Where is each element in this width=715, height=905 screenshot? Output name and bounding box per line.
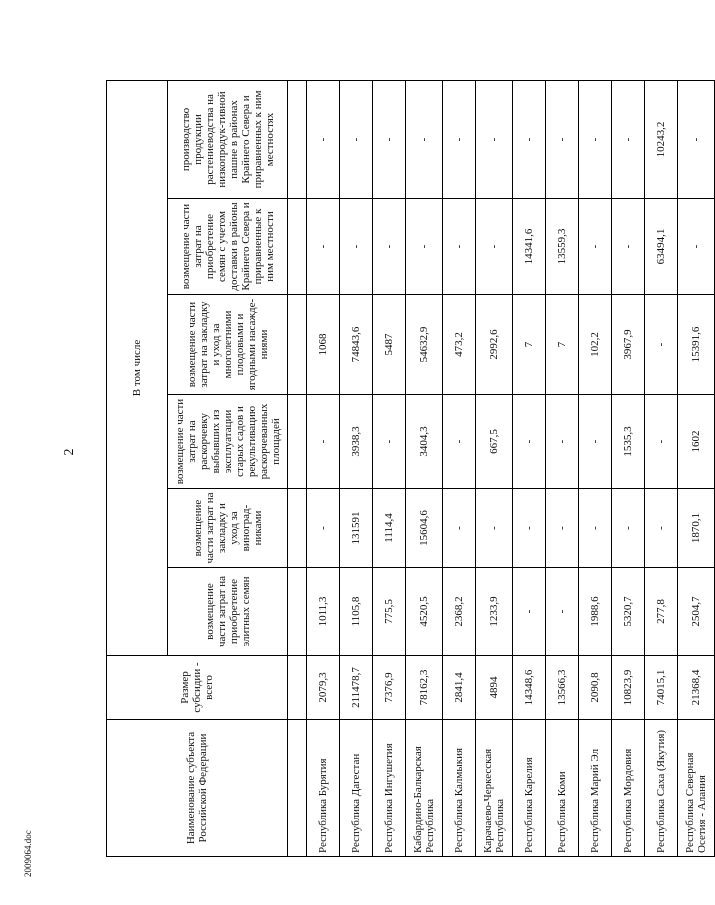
region-name: Карачаево-Черкесская Республика <box>476 720 513 857</box>
cell-c2: 1870,1 <box>678 489 715 568</box>
cell-total: 10823,9 <box>612 656 645 720</box>
table-row <box>307 80 340 856</box>
cell-total: 4894 <box>476 656 513 720</box>
cell-c1: 1011,3 <box>307 568 340 656</box>
cell-c4: 15391,6 <box>678 295 715 395</box>
cell-c6: - <box>307 80 340 198</box>
cell-total: 2841,4 <box>443 656 476 720</box>
cell-c4: 54632,9 <box>406 295 443 395</box>
cell-c5: - <box>373 199 406 295</box>
header-vineyards: возмещение части затрат на закладку и уход за виноград-никами <box>168 489 288 568</box>
cell-c6: 10243,2 <box>645 80 678 198</box>
cell-c5: 13559,3 <box>546 199 579 295</box>
cell-c6: - <box>678 80 715 198</box>
table-row <box>513 80 546 856</box>
cell-c2: - <box>645 489 678 568</box>
cell-c4: 102,2 <box>579 295 612 395</box>
cell-c3: - <box>513 395 546 489</box>
cell-total: 74015,1 <box>645 656 678 720</box>
cell-c5: - <box>579 199 612 295</box>
cell-c5: - <box>307 199 340 295</box>
cell-c4: 3967,9 <box>612 295 645 395</box>
region-name: Республика Калмыкия <box>443 720 476 857</box>
cell-c2: 1114,4 <box>373 489 406 568</box>
cell-c1: 4520,5 <box>406 568 443 656</box>
cell-c1: 1105,8 <box>340 568 373 656</box>
cell-c1: 277,8 <box>645 568 678 656</box>
cell-c5: - <box>406 199 443 295</box>
cell-c2: - <box>612 489 645 568</box>
cell-c6: - <box>443 80 476 198</box>
header-perennial-plantings: возмещение части затрат на закладку и уход за многолетними плодовыми и ягодными насажде-ниями <box>168 295 288 395</box>
header-size: Размер субсидии - всего <box>107 656 288 720</box>
cell-c1: - <box>546 568 579 656</box>
table-row <box>546 80 579 856</box>
cell-c6: - <box>513 80 546 198</box>
cell-c2: - <box>579 489 612 568</box>
region-name: Республика Ингушетия <box>373 720 406 857</box>
header-low-productivity-arable: производство продукции растениеводства на низкопродук-тивной пашне в районах Крайнего Севера и приравненных к ним местностях <box>168 80 288 198</box>
cell-c3: 1602 <box>678 395 715 489</box>
cell-c5: 63494,1 <box>645 199 678 295</box>
cell-c5: - <box>443 199 476 295</box>
cell-c3: - <box>443 395 476 489</box>
cell-total: 2079,3 <box>307 656 340 720</box>
table-row <box>612 80 645 856</box>
table-row <box>373 80 406 856</box>
cell-c3: 3404,3 <box>406 395 443 489</box>
region-name: Республика Северная Осетия - Алания <box>678 720 715 857</box>
cell-c3: - <box>307 395 340 489</box>
table-row <box>678 80 715 856</box>
cell-c3: - <box>373 395 406 489</box>
cell-c3: - <box>546 395 579 489</box>
cell-total: 78162,3 <box>406 656 443 720</box>
header-far-north-seeds: возмещение части затрат на приобретение семян с учетом доставки в районы Крайнего Севера и приравненные к ним местности <box>168 199 288 295</box>
cell-c6: - <box>579 80 612 198</box>
cell-c1: 775,5 <box>373 568 406 656</box>
cell-c6: - <box>546 80 579 198</box>
cell-c5: - <box>612 199 645 295</box>
header-uprooting: возмещение части затрат на раскорчевку выбывших из эксплуатации старых садов и рекультивацию раскорчеванных площадей <box>168 395 288 489</box>
header-elite-seeds: возмещение части затрат на приобретение элитных семян <box>168 568 288 656</box>
cell-total: 13566,3 <box>546 656 579 720</box>
cell-c6: - <box>340 80 373 198</box>
cell-c6: - <box>373 80 406 198</box>
cell-c2: - <box>307 489 340 568</box>
cell-c3: - <box>645 395 678 489</box>
region-name: Кабардино-Балкарская Республика <box>406 720 443 857</box>
subsidy-table <box>106 80 715 857</box>
region-name: Республика Коми <box>546 720 579 857</box>
cell-total: 14348,6 <box>513 656 546 720</box>
cell-total: 21368,4 <box>678 656 715 720</box>
cell-c2: - <box>546 489 579 568</box>
cell-c4: 473,2 <box>443 295 476 395</box>
table-row <box>443 80 476 856</box>
region-name: Республика Саха (Якутия) <box>645 720 678 857</box>
region-name: Республика Карелия <box>513 720 546 857</box>
table-row <box>579 80 612 856</box>
table-row <box>406 80 443 856</box>
cell-c6: - <box>612 80 645 198</box>
cell-c4: - <box>645 295 678 395</box>
cell-c1: 2368,2 <box>443 568 476 656</box>
header-including: В том числе <box>107 80 168 655</box>
cell-c4: 74843,6 <box>340 295 373 395</box>
header-spacer-row <box>288 80 307 856</box>
cell-c4: 7 <box>513 295 546 395</box>
table-row <box>340 80 373 856</box>
cell-c4: 1068 <box>307 295 340 395</box>
cell-c3: 3938,3 <box>340 395 373 489</box>
cell-c2: 15604,6 <box>406 489 443 568</box>
cell-c4: 7 <box>546 295 579 395</box>
region-name: Республика Марий Эл <box>579 720 612 857</box>
cell-c1: 1988,6 <box>579 568 612 656</box>
cell-c5: - <box>476 199 513 295</box>
rotated-table-container <box>106 81 708 857</box>
cell-c3: - <box>579 395 612 489</box>
cell-c1: - <box>513 568 546 656</box>
cell-c6: - <box>406 80 443 198</box>
cell-c5: - <box>340 199 373 295</box>
cell-c2: 131591 <box>340 489 373 568</box>
cell-c1: 5320,7 <box>612 568 645 656</box>
cell-c6: - <box>476 80 513 198</box>
header-region: Наименование субъекта Российской Федерации <box>107 720 288 857</box>
region-name: Республика Дагестан <box>340 720 373 857</box>
cell-c5: 14341,6 <box>513 199 546 295</box>
cell-c3: 667,5 <box>476 395 513 489</box>
cell-c3: 1535,3 <box>612 395 645 489</box>
page-number: 2 <box>62 448 77 456</box>
cell-total: 2090,8 <box>579 656 612 720</box>
cell-c2: - <box>443 489 476 568</box>
cell-c2: - <box>513 489 546 568</box>
cell-c1: 1233,9 <box>476 568 513 656</box>
cell-c4: 5487 <box>373 295 406 395</box>
cell-c1: 2504,7 <box>678 568 715 656</box>
region-name: Республика Мордовия <box>612 720 645 857</box>
cell-c4: 2992,6 <box>476 295 513 395</box>
region-name: Республика Бурятия <box>307 720 340 857</box>
cell-total: 211478,7 <box>340 656 373 720</box>
document-id: 2009064.doc <box>23 830 33 877</box>
table-row <box>645 80 678 856</box>
cell-c5: - <box>678 199 715 295</box>
cell-total: 7376,9 <box>373 656 406 720</box>
cell-c2: - <box>476 489 513 568</box>
table-row <box>476 80 513 856</box>
